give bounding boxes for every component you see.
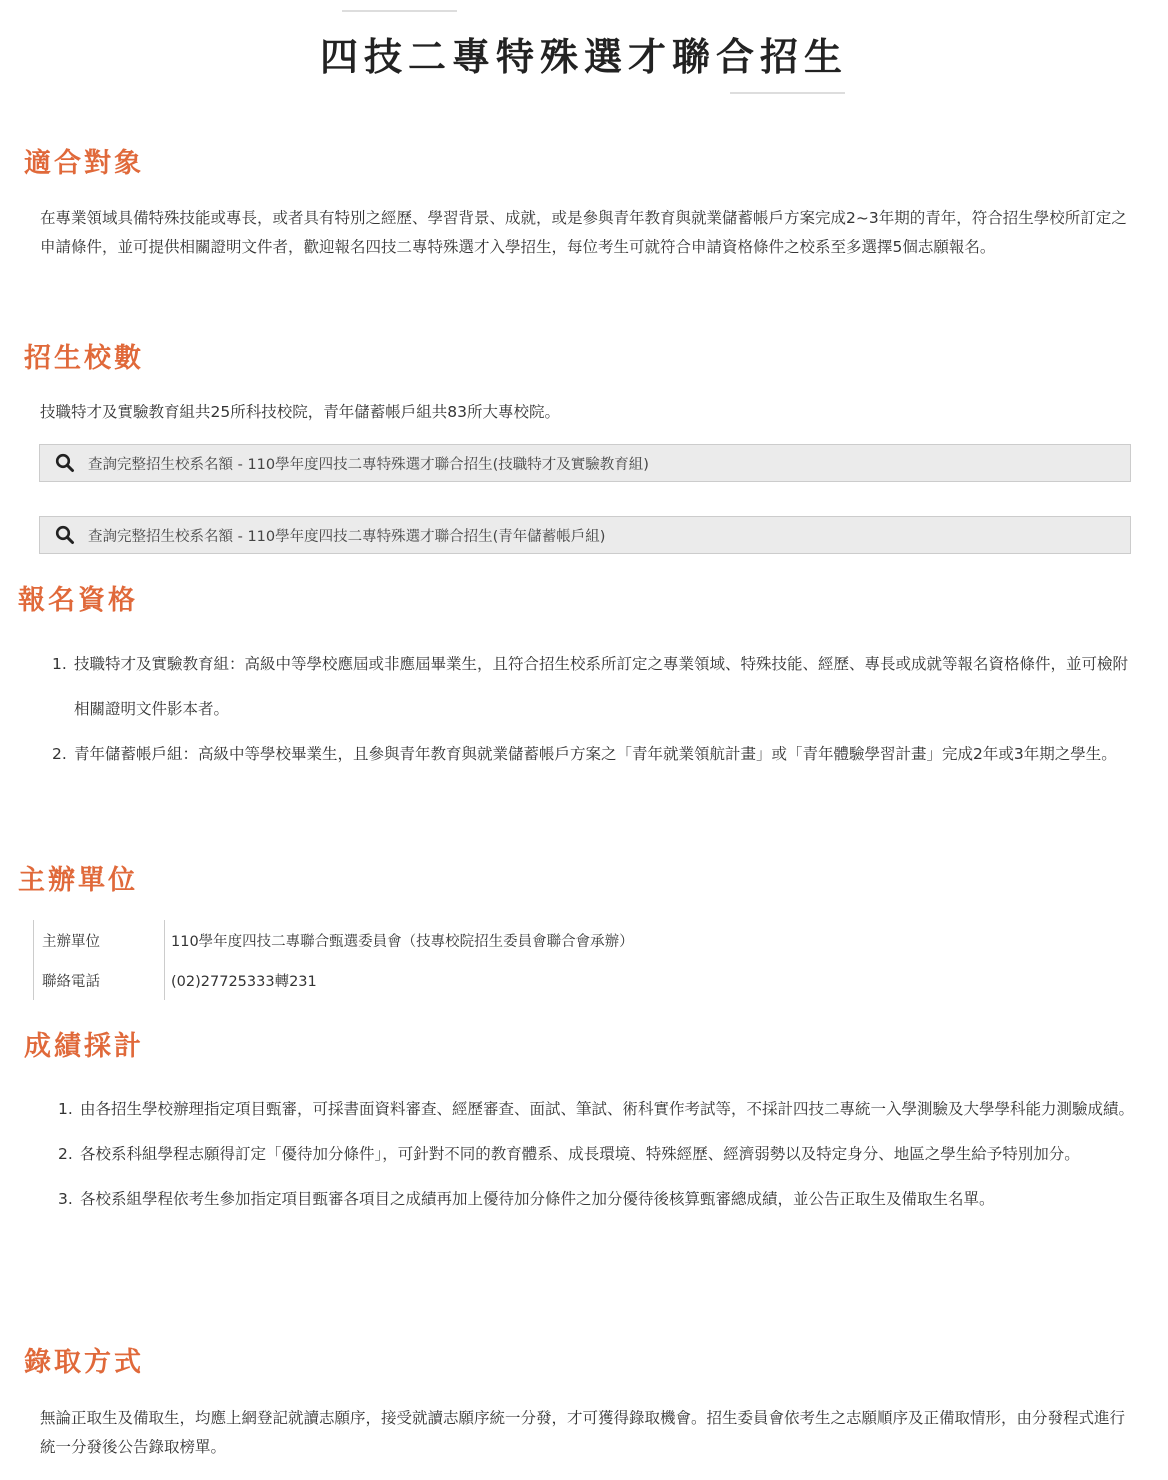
- search-icon: [55, 525, 75, 545]
- query-link-label: 查詢完整招生校系名額 - 110學年度四技二專特殊選才聯合招生(青年儲蓄帳戶組): [88, 528, 606, 545]
- scoring-list: [58, 1087, 1142, 1222]
- section-title-organizer: 主辦單位: [18, 865, 138, 896]
- query-link-label: 查詢完整招生校系名額 - 110學年度四技二專特殊選才聯合招生(技職特才及實驗教育組): [88, 456, 649, 473]
- section-title-admission: 錄取方式: [24, 1347, 144, 1378]
- phone-label: 聯絡電話: [34, 960, 165, 1000]
- list-item: 2. 青年儲蓄帳戶組：高級中等學校畢業生，且參與青年教育與就業儲蓄帳戶方案之「青年就業領航計畫」或「青年體驗學習計畫」完成2年或3年期之學生。: [52, 745, 1117, 763]
- organizer-label: 主辦單位: [34, 920, 165, 960]
- title-top-divider: [342, 10, 457, 12]
- admission-description: 無論正取生及備取生，均應上網登記就讀志願序，接受就讀志願序統一分發，才可獲得錄取機會。招生委員會依考生之志願順序及正備取情形，由分發程式進行統一分發後公告錄取榜單。: [40, 1409, 1126, 1456]
- organizer-value: 110學年度四技二專聯合甄選委員會（技專校院招生委員會聯合會承辦）: [165, 920, 634, 960]
- section-title-schools: 招生校數: [24, 343, 144, 374]
- section-title-scoring: 成績採計: [24, 1031, 144, 1062]
- query-link-youth-savings[interactable]: [39, 516, 1131, 554]
- table-row: [34, 960, 634, 1000]
- page-title: 四技二專特殊選才聯合招生: [319, 35, 848, 79]
- schools-description: 技職特才及實驗教育組共25所科技校院，青年儲蓄帳戶組共83所大專校院。: [40, 403, 560, 421]
- query-link-vocational[interactable]: [39, 444, 1131, 482]
- title-bottom-divider: [730, 92, 845, 94]
- target-description: 在專業領域具備特殊技能或專長，或者具有特別之經歷、學習背景、成就，或是參與青年教育與就業儲蓄帳戶方案完成2~3年期的青年，符合招生學校所訂定之申請條件，並可提供相關證明文件者，歡迎報名四技二專特殊選才入學招生，每位考生可就符合申請資格條件之校系至多選擇5個志願報名。: [40, 209, 1127, 256]
- list-item: 2. 各校系科組學程志願得訂定「優待加分條件」，可針對不同的教育體系、成長環境、特殊經歷、經濟弱勢以及特定身分、地區之學生給予特別加分。: [58, 1145, 1080, 1163]
- search-icon: [55, 453, 75, 473]
- organizer-table: [33, 920, 634, 1000]
- section-title-eligibility: 報名資格: [18, 585, 138, 616]
- list-item: 1. 技職特才及實驗教育組：高級中等學校應屆或非應屆畢業生，且符合招生校系所訂定之專業領域、特殊技能、經歷、專長或成就等報名資格條件，並可檢附相關證明文件影本者。: [52, 655, 1129, 718]
- list-item: 3. 各校系組學程依考生參加指定項目甄審各項目之成績再加上優待加分條件之加分優待後核算甄審總成績，並公告正取生及備取生名單。: [58, 1190, 995, 1208]
- eligibility-list: [52, 642, 1142, 777]
- table-row: [34, 920, 634, 960]
- section-title-target: 適合對象: [24, 148, 144, 179]
- phone-value: (02)27725333轉231: [165, 960, 634, 1000]
- list-item: 1. 由各招生學校辦理指定項目甄審，可採書面資料審查、經歷審查、面試、筆試、術科實作考試等，不採計四技二專統一入學測驗及大學學科能力測驗成績。: [58, 1100, 1135, 1118]
